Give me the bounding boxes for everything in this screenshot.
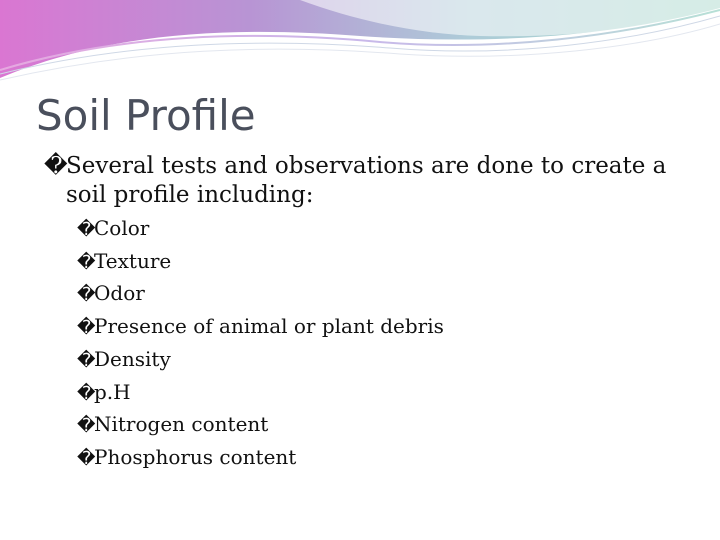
list-item xyxy=(77,311,704,344)
bullet-icon: � xyxy=(44,153,68,179)
list-item-text: Nitrogen content xyxy=(94,412,269,437)
sub-bullet-list xyxy=(44,213,704,475)
list-item xyxy=(77,344,704,377)
list-item-text: p.H xyxy=(94,379,131,404)
list-item xyxy=(77,278,704,311)
slide-body xyxy=(44,152,704,475)
bullet-icon: � xyxy=(77,382,96,404)
list-item-text: Texture xyxy=(94,248,172,273)
list-item-text: Presence of animal or plant debris xyxy=(94,314,444,339)
list-item-text: Phosphorus content xyxy=(94,444,297,469)
list-item-text: Density xyxy=(94,346,171,371)
list-item xyxy=(77,246,704,279)
lead-text: Several tests and observations are done to create a soil profile including: xyxy=(66,153,667,208)
list-item xyxy=(77,377,704,410)
list-item-text: Color xyxy=(94,216,150,240)
list-item xyxy=(77,442,704,475)
list-item xyxy=(77,213,704,246)
lead-bullet-item xyxy=(44,152,704,210)
slide-title: Soil Profile xyxy=(36,91,256,140)
header-wave-decoration xyxy=(0,0,720,90)
bullet-icon: � xyxy=(77,219,96,240)
bullet-icon: � xyxy=(77,349,96,371)
bullet-icon: � xyxy=(77,447,96,469)
bullet-icon: � xyxy=(77,251,96,273)
bullet-icon: � xyxy=(77,317,96,339)
bullet-icon: � xyxy=(77,415,96,437)
bullet-icon: � xyxy=(77,284,96,306)
list-item-text: Odor xyxy=(94,281,145,306)
list-item xyxy=(77,409,704,442)
